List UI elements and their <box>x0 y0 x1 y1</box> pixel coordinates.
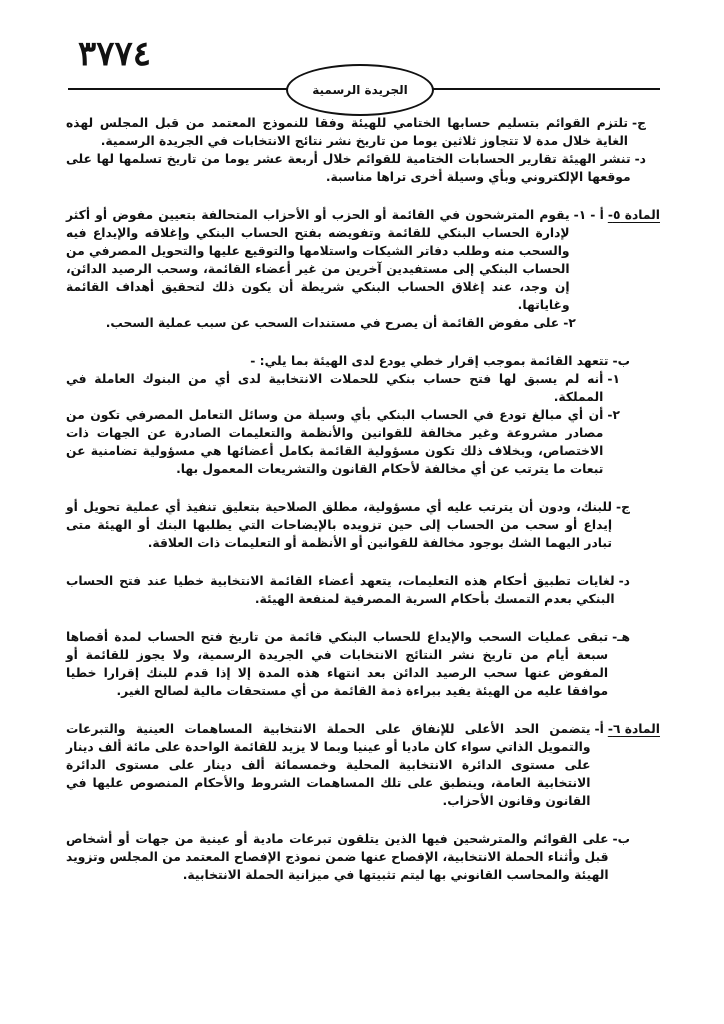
item-text: للبنك، ودون أن يترتب عليه أي مسؤولية، مطلق الصلاحية بتعليق تنفيذ أي عملية تحويل أو إيداع أو سحب من الحساب إلى حين تزويده بالإيضاحات التي يطلبها البنك أو الهيئة متى تبادر اليهما الشك بوجود مخالفة للقوانين أو الأنظمة أو التعليمات ذات العلاقة. <box>66 500 613 550</box>
article-5-body <box>66 206 604 332</box>
item-marker: ج- <box>616 500 630 514</box>
item-text: على القوائم والمترشحين فيها الذين يتلقون تبرعات مادية أو عينية من جهات أو أشخاص قبل وأثناء الحملة الانتخابية، الإفصاح عنها ضمن نموذج الإفصاح المعتمد من المجلس وتزويد الهيئة والمحاسب القانوني بها ليتم تثبيتها في ميزانية الحملة الانتخابية. <box>66 832 609 882</box>
item-marker: ب- <box>612 354 630 368</box>
item-marker: ج- <box>632 116 646 130</box>
item-marker: ١- <box>573 208 587 222</box>
article-6-label: المادة ٦- <box>607 722 660 736</box>
item-text: تنشر الهيئة تقارير الحسابات الختامية للقوائم خلال أربعة عشر يوما من تاريخ تسلمها لها على موقعها الإلكتروني وبأي وسيلة أخرى تراها مناسبة. <box>66 152 631 184</box>
article-5 <box>66 206 660 332</box>
item-marker: ب- <box>612 832 630 846</box>
article-5-b <box>66 352 660 478</box>
list-item <box>66 150 660 186</box>
item-text: أنه لم يسبق لها فتح حساب بنكي للحملات الانتخابية لدى أي من البنوك العاملة في المملكة. <box>66 372 604 404</box>
item-text: أن أي مبالغ تودع في الحساب البنكي بأي وسيلة من وسائل التعامل المصرفي تكون من مصادر مشروعة وغير مخالفة للقوانين والأنظمة والتعليمات الصادرة عن الجهات ذات الاختصاص، وبخلاف ذلك تكون مسؤولية القائمة بكامل أعضائها هي مسؤولية تضامنية عن تبعات ما يترتب عن أي مخالفة لأحكام القانون والتشريعات المعمول بها. <box>66 408 604 476</box>
item-text: على مفوض القائمة أن يصرح في مستندات السحب عن سبب عملية السحب. <box>105 316 560 330</box>
item-text: تبقى عمليات السحب والإيداع للحساب البنكي قائمة من تاريخ فتح الحساب لمدة أقصاها سبعة أيام من تاريخ نشر النتائج الانتخابات في الجريدة الرسمية، ولا يجوز للقائمة أو المفوض عنها سحب الرصيد الدائن بعد انتهاء هذه المدة إلا إذا قدم للبنك إقرارا خطيا موافقا عليه من الهيئة يفيد ببراءة ذمة القائمة من أي مستحقات مالية لصالح الغير. <box>66 630 609 698</box>
item-text: يقوم المترشحون في القائمة أو الحزب أو الأحزاب المتحالفة بتعيين مفوض أو أكثر لإدارة الحساب البنكي للقائمة وتفويضه بفتح الحساب البنكي وإغلاقه والإيداع فيه والسحب منه وطلب دفاتر الشيكات واستلامها والتوقيع عليها والتحويل المصرفي من الحساب البنكي إلى مستفيدين آخرين من غير أعضاء القائمة، وسحب الرصيد الدائن، إن وجد، عند إغلاق الحساب البنكي شريطة أن يكون ذلك لتحقيق أهداف القائمة وغاياتها. <box>66 208 570 312</box>
item-marker: ٢- <box>607 408 620 422</box>
gazette-title: الجريدة الرسمية <box>312 83 408 97</box>
article-5-e <box>66 628 660 700</box>
item-text: لغايات تطبيق أحكام هذه التعليمات، يتعهد أعضاء القائمة الانتخابية خطيا عند فتح الحساب البنكي بعدم التمسك بأحكام السرية المصرفية لمنفعة الهيئة. <box>66 574 615 606</box>
list-item <box>66 352 630 370</box>
item-text: تتعهد القائمة بموجب إقرار خطي يودع لدى الهيئة بما يلي: - <box>250 354 609 368</box>
list-item <box>66 314 604 332</box>
item-marker: هـ- <box>612 630 630 644</box>
list-item <box>66 406 630 478</box>
item-marker: أ- <box>594 722 604 736</box>
article-5-c <box>66 498 660 552</box>
article-5-d <box>66 572 660 608</box>
item-text: تلتزم القوائم بتسليم حسابها الختامي للهيئة وفقا للنموذج المعتمد من قبل المجلس لهذه الغاية خلال مدة لا تتجاوز ثلاثين يوما من تاريخ نشر نتائج الانتخابات في الجريدة الرسمية. <box>66 116 629 148</box>
article-6-b <box>66 830 660 884</box>
list-item <box>66 206 604 314</box>
gazette-header <box>286 64 434 116</box>
list-item <box>66 114 660 150</box>
item-marker: ٢- <box>563 316 576 330</box>
page-number: ٣٧٧٤ <box>78 34 152 74</box>
article-5-label: المادة ٥- <box>607 208 660 222</box>
item-marker: د- <box>618 574 630 588</box>
item-marker: أ - <box>590 208 604 222</box>
item-marker: ١- <box>607 372 620 386</box>
item-marker: د- <box>634 152 646 166</box>
document-body <box>66 114 660 884</box>
item-text: يتضمن الحد الأعلى للإنفاق على الحملة الانتخابية المساهمات العينية والتبرعات والتمويل الذاتي سواء كان ماديا أو عينيا وبما لا يزيد للقائمة الواحدة على مائة ألف دينار على مستوى الدائرة الانتخابية المحلية وخمسمائة ألف دينار على مستوى الدائرة الانتخابية العامة، وينطبق على تلك المساهمات الشروط والأحكام المنصوص عليها في القانون وقانون الأحزاب. <box>66 722 591 808</box>
list-item <box>66 370 630 406</box>
list-item <box>66 720 604 810</box>
article-6 <box>66 720 660 810</box>
